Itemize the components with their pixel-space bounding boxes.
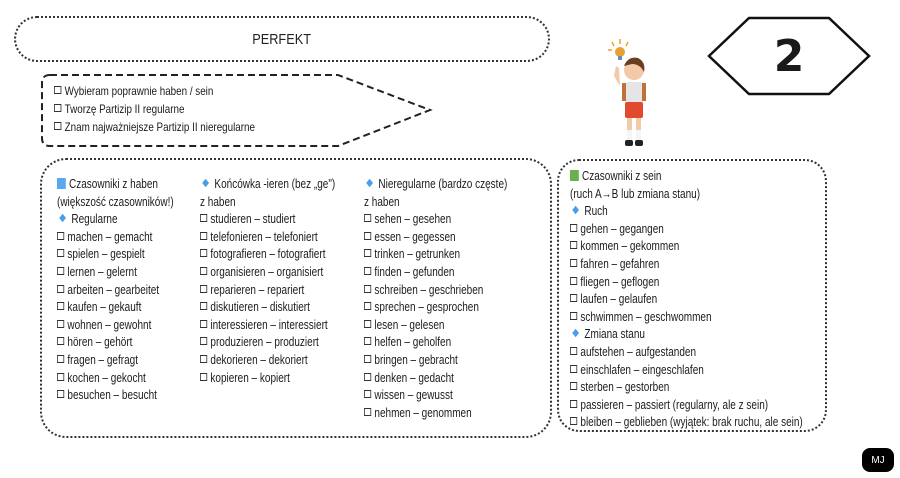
- diamond-bullet-icon: [572, 206, 579, 214]
- checkbox-icon[interactable]: [200, 267, 207, 275]
- learning-goals-box: [38, 72, 438, 148]
- diamond-bullet-icon: [202, 179, 209, 187]
- blue-square-icon: [57, 178, 66, 189]
- checkbox-icon[interactable]: [57, 302, 64, 310]
- title-banner: [14, 16, 550, 62]
- author-logo: MJ: [862, 448, 894, 472]
- checkbox-icon[interactable]: [57, 320, 64, 328]
- checkbox-icon[interactable]: [570, 259, 577, 267]
- verb-item[interactable]: reparieren – repariert: [200, 282, 335, 300]
- verb-item[interactable]: schwimmen – geschwommen: [570, 309, 803, 327]
- verb-item[interactable]: kochen – gekocht: [57, 370, 174, 388]
- verb-item[interactable]: schreiben – geschrieben: [364, 282, 507, 300]
- checkbox-icon[interactable]: [570, 365, 577, 373]
- verb-item[interactable]: bleiben – geblieben (wyjątek: brak ruchu, ale sein): [570, 414, 803, 432]
- diamond-bullet-icon: [572, 329, 579, 337]
- goal-item[interactable]: Znam najważniejsze Partizip II nieregularne: [54, 118, 255, 136]
- diamond-bullet-icon: [59, 214, 66, 222]
- verb-item[interactable]: telefonieren – telefoniert: [200, 229, 335, 247]
- verb-item[interactable]: diskutieren – diskutiert: [200, 299, 335, 317]
- checkbox-icon[interactable]: [364, 355, 371, 363]
- checkbox-icon[interactable]: [57, 355, 64, 363]
- checkbox-icon[interactable]: [570, 224, 577, 232]
- verb-item[interactable]: wissen – gewusst: [364, 387, 507, 405]
- sein-subheading: (ruch A→B lub zmiana stanu): [570, 186, 701, 201]
- checkbox-icon[interactable]: [57, 267, 64, 275]
- checkbox-icon[interactable]: [200, 355, 207, 363]
- verb-item[interactable]: finden – gefunden: [364, 264, 507, 282]
- checkbox-icon[interactable]: [57, 373, 64, 381]
- checkbox-icon[interactable]: [364, 302, 371, 310]
- verb-item[interactable]: helfen – geholfen: [364, 334, 507, 352]
- checkbox-icon[interactable]: [200, 320, 207, 328]
- verb-item[interactable]: produzieren – produziert: [200, 334, 335, 352]
- verb-item[interactable]: einschlafen – eingeschlafen: [570, 362, 803, 380]
- verb-item[interactable]: fahren – gefahren: [570, 256, 803, 274]
- verb-item[interactable]: lesen – gelesen: [364, 317, 507, 335]
- checkbox-icon[interactable]: [364, 267, 371, 275]
- sein-heading: Czasowniki z sein: [570, 168, 803, 186]
- checkbox-icon[interactable]: [200, 214, 207, 222]
- checkbox-icon[interactable]: [364, 390, 371, 398]
- page-title: PERFEKT: [252, 30, 312, 48]
- verb-item[interactable]: lernen – gelernt: [57, 264, 174, 282]
- verb-item[interactable]: trinken – getrunken: [364, 246, 507, 264]
- haben-regular-column: [57, 176, 203, 405]
- regular-label: Regularne: [57, 211, 174, 229]
- green-square-icon: [570, 170, 579, 181]
- checkbox-icon[interactable]: [570, 241, 577, 249]
- checkbox-icon[interactable]: [364, 214, 371, 222]
- verb-item[interactable]: fotografieren – fotografiert: [200, 246, 335, 264]
- checkbox-icon[interactable]: [364, 408, 371, 416]
- verb-item[interactable]: dekorieren – dekoriert: [200, 352, 335, 370]
- checkbox-icon[interactable]: [54, 122, 61, 130]
- goal-item[interactable]: Tworzę Partizip II regularne: [54, 100, 255, 118]
- verb-item[interactable]: bringen – gebracht: [364, 352, 507, 370]
- checkbox-icon[interactable]: [570, 400, 577, 408]
- verb-item[interactable]: sprechen – gesprochen: [364, 299, 507, 317]
- sein-column: [570, 168, 861, 432]
- verb-item[interactable]: sterben – gestorben: [570, 379, 803, 397]
- checkbox-icon[interactable]: [364, 373, 371, 381]
- haben-heading: Czasowniki z haben: [57, 176, 174, 194]
- checkbox-icon[interactable]: [364, 232, 371, 240]
- checkbox-icon[interactable]: [57, 249, 64, 257]
- checkbox-icon[interactable]: [200, 337, 207, 345]
- verb-item[interactable]: fragen – gefragt: [57, 352, 174, 370]
- lesson-number: 2: [773, 30, 805, 82]
- change-label: Zmiana stanu: [570, 326, 803, 344]
- verb-item[interactable]: wohnen – gewohnt: [57, 317, 174, 335]
- irregular-column: [364, 176, 543, 422]
- verb-item[interactable]: nehmen – genommen: [364, 405, 507, 423]
- checkbox-icon[interactable]: [200, 249, 207, 257]
- verb-item[interactable]: besuchen – besucht: [57, 387, 174, 405]
- verb-item[interactable]: aufstehen – aufgestanden: [570, 344, 803, 362]
- checkbox-icon[interactable]: [57, 232, 64, 240]
- verb-item[interactable]: essen – gegessen: [364, 229, 507, 247]
- irregular-heading: Nieregularne (bardzo częste): [364, 176, 507, 194]
- goal-item[interactable]: Wybieram poprawnie haben / sein: [54, 82, 255, 100]
- verb-item[interactable]: organisieren – organisiert: [200, 264, 335, 282]
- checkbox-icon[interactable]: [364, 337, 371, 345]
- verb-item[interactable]: fliegen – geflogen: [570, 274, 803, 292]
- verb-item[interactable]: kommen – gekommen: [570, 238, 803, 256]
- diamond-bullet-icon: [366, 179, 373, 187]
- checkbox-icon[interactable]: [54, 104, 61, 112]
- checkbox-icon[interactable]: [57, 337, 64, 345]
- verb-item[interactable]: machen – gemacht: [57, 229, 174, 247]
- checkbox-icon[interactable]: [570, 382, 577, 390]
- verb-item[interactable]: denken – gedacht: [364, 370, 507, 388]
- checkbox-icon[interactable]: [364, 320, 371, 328]
- verb-item[interactable]: arbeiten – gearbeitet: [57, 282, 174, 300]
- boy-with-lightbulb-illustration: [598, 36, 658, 154]
- motion-label: Ruch: [570, 203, 803, 221]
- checkbox-icon[interactable]: [570, 312, 577, 320]
- haben-subheading: (większość czasowników!): [57, 194, 174, 209]
- ieren-column: [200, 176, 369, 387]
- checkbox-icon[interactable]: [364, 249, 371, 257]
- verb-item[interactable]: spielen – gespielt: [57, 246, 174, 264]
- checkbox-icon[interactable]: [570, 277, 577, 285]
- verb-item[interactable]: interessieren – interessiert: [200, 317, 335, 335]
- verb-item[interactable]: kopieren – kopiert: [200, 370, 335, 388]
- checkbox-icon[interactable]: [200, 232, 207, 240]
- verb-item[interactable]: sehen – gesehen: [364, 211, 507, 229]
- checkbox-icon[interactable]: [570, 347, 577, 355]
- checkbox-icon[interactable]: [200, 373, 207, 381]
- lightbulb-icon: [608, 39, 628, 60]
- verb-item[interactable]: passieren – passiert (regularny, ale z sein): [570, 397, 803, 415]
- checkbox-icon[interactable]: [54, 86, 61, 94]
- verb-item[interactable]: studieren – studiert: [200, 211, 335, 229]
- checkbox-icon[interactable]: [364, 285, 371, 293]
- checkbox-icon[interactable]: [200, 302, 207, 310]
- checkbox-icon[interactable]: [57, 390, 64, 398]
- checkbox-icon[interactable]: [570, 294, 577, 302]
- ieren-heading: Końcówka -ieren (bez „ge"): [200, 176, 335, 194]
- irregular-subheading: z haben: [364, 194, 400, 209]
- verb-item[interactable]: laufen – gelaufen: [570, 291, 803, 309]
- verb-item[interactable]: hören – gehört: [57, 334, 174, 352]
- checkbox-icon[interactable]: [200, 285, 207, 293]
- verb-item[interactable]: gehen – gegangen: [570, 221, 803, 239]
- checkbox-icon[interactable]: [570, 417, 577, 425]
- verb-item[interactable]: kaufen – gekauft: [57, 299, 174, 317]
- ieren-subheading: z haben: [200, 194, 236, 209]
- checkbox-icon[interactable]: [57, 285, 64, 293]
